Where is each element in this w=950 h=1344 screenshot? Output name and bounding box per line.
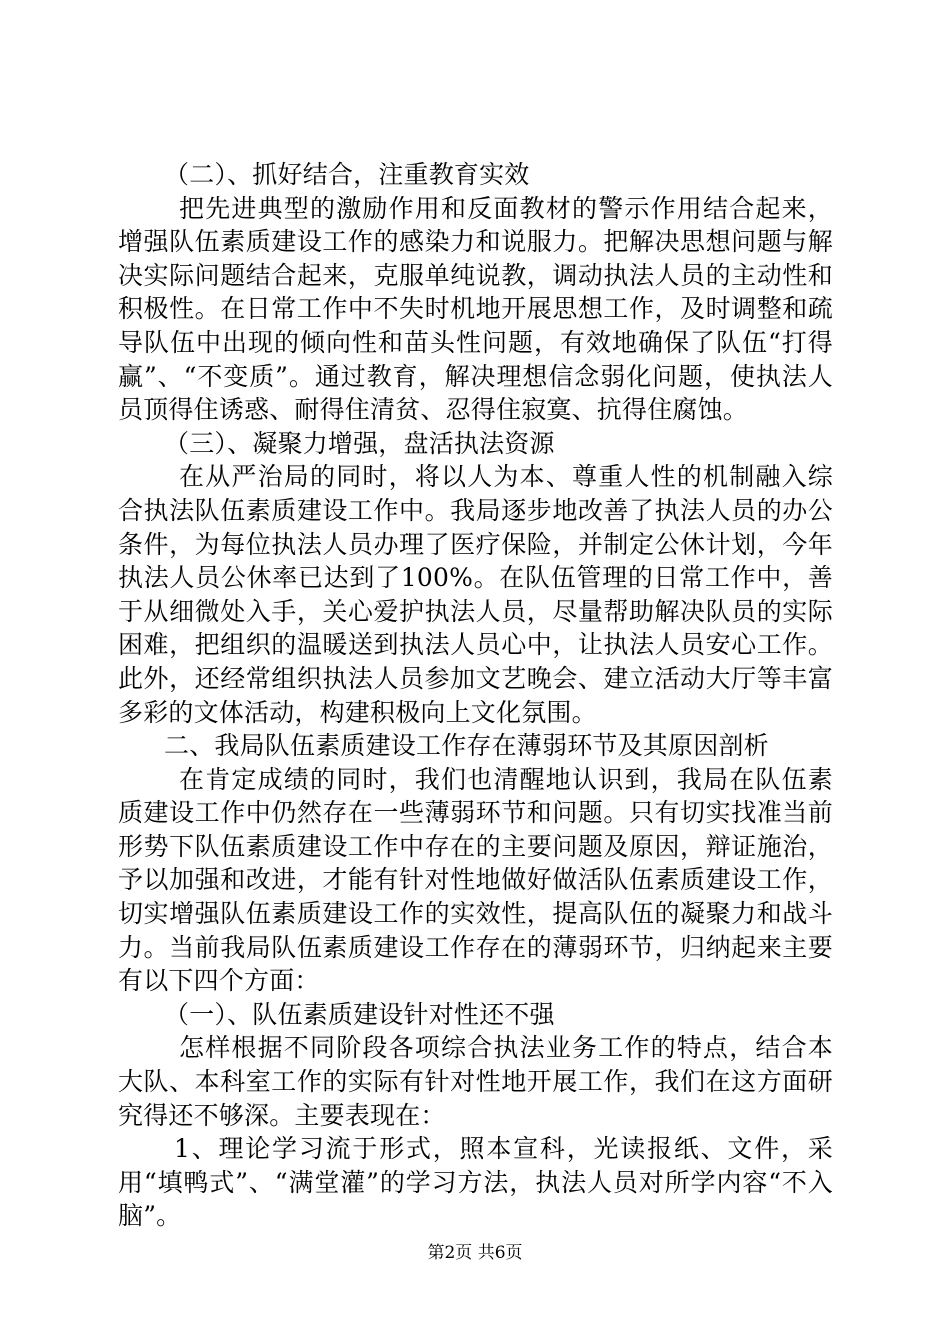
section-heading: （二）、抓好结合，注重教育实效: [164, 160, 530, 189]
body-paragraph: 怎样根据不同阶段各项综合执法业务工作的特点，结合本大队、本科室工作的实际有针对性地开展工作，我们在这方面研究得还不够深。主要表现在：: [118, 1033, 833, 1130]
body-paragraph: 在从严治局的同时，将以人为本、尊重人性的机制融入综合执法队伍素质建设工作中。我局逐步地改善了执法人员的办公条件，为每位执法人员办理了医疗保险，并制定公休计划，今年执法人员公休率已达到了100%。在队伍管理的日常工作中，善于从细微处入手，关心爱护执法人员，尽量帮助解决队员的实际困难，把组织的温暖送到执法人员心中，让执法人员安心工作。此外，还经常组织执法人员参加文艺晚会、建立活动大厅等丰富多彩的文体活动，构建积极向上文化氛围。: [118, 462, 833, 727]
section-heading: 二、我局队伍素质建设工作存在薄弱环节及其原因剖析: [164, 731, 769, 761]
section-heading: （一）、队伍素质建设针对性还不强: [164, 999, 555, 1029]
document-body: [118, 158, 833, 1233]
body-paragraph: 在肯定成绩的同时，我们也清醒地认识到，我局在队伍素质建设工作中仍然存在一些薄弱环节和问题。只有切实找准当前形势下队伍素质建设工作中存在的主要问题及原因，辩证施治，予以加强和改进，才能有针对性地做好做活队伍素质建设工作，切实增强队伍素质建设工作的实效性，提高队伍的凝聚力和战斗力。当前我局队伍素质建设工作存在的薄弱环节，归纳起来主要有以下四个方面：: [118, 764, 833, 996]
page-number-footer: 第2页 共6页: [427, 1243, 523, 1263]
list-item: 1、理论学习流于形式，照本宣科，光读报纸、文件，采用“填鸭式”、“满堂灌”的学习方法，执法人员对所学内容“不入脑”。: [118, 1134, 833, 1231]
body-paragraph: 把先进典型的激励作用和反面教材的警示作用结合起来，增强队伍素质建设工作的感染力和说服力。把解决思想问题与解决实际问题结合起来，克服单纯说教，调动执法人员的主动性和积极性。在日常工作中不失时机地开展思想工作，及时调整和疏导队伍中出现的倾向性和苗头性问题，有效地确保了队伍“打得赢”、“不变质”。通过教育，解决理想信念弱化问题，使执法人员顶得住诱惑、耐得住清贫、忍得住寂寞、抗得住腐蚀。: [118, 193, 833, 425]
section-heading: （三）、凝聚力增强，盘活执法资源: [164, 428, 555, 458]
